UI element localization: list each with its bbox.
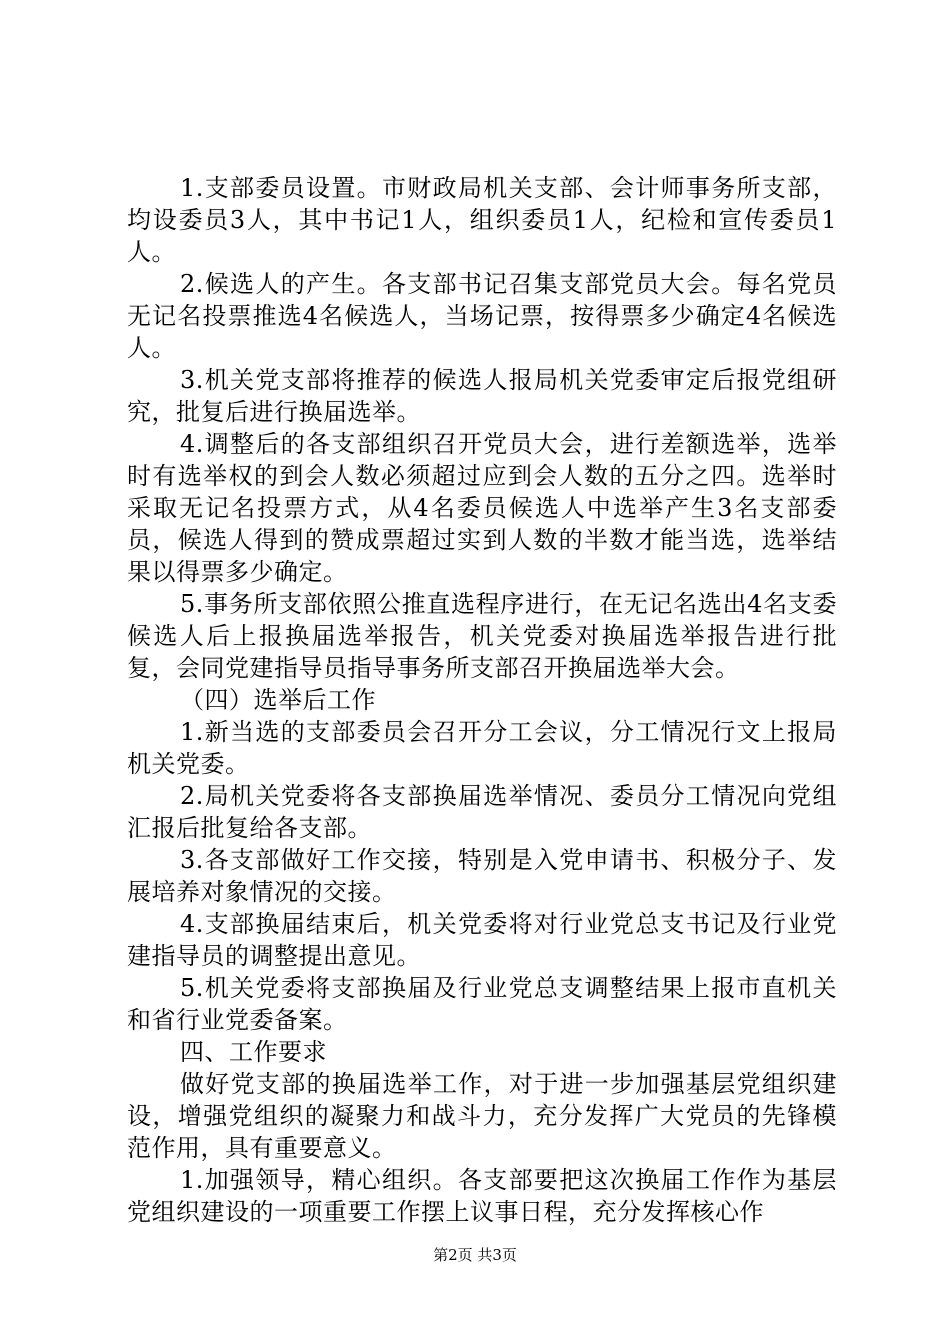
document-body — [127, 172, 837, 1228]
page-footer: 第2页 共3页 — [433, 1246, 517, 1264]
paragraph-strengthen-leadership: 1.加强领导，精心组织。各支部要把这次换届工作作为基层党组织建设的一项重要工作摆上议事日程，充分发挥核心作 — [127, 1166, 837, 1226]
paragraph-handover: 3.各支部做好工作交接，特别是入党申请书、积极分子、发展培养对象情况的交接。 — [127, 846, 837, 906]
paragraph-candidate-generation: 2.候选人的产生。各支部书记召集支部党员大会。每名党员无记名投票推选4名候选人，当场记票，按得票多少确定4名候选人。 — [127, 270, 837, 362]
section-heading-post-election: （四）选举后工作 — [180, 686, 376, 714]
paragraph-adjustment-opinions: 4.支部换届结束后，机关党委将对行业党总支书记及行业党建指导员的调整提出意见。 — [127, 910, 837, 970]
paragraph-candidate-review: 3.机关党支部将推荐的候选人报局机关党委审定后报党组研究，批复后进行换届选举。 — [127, 366, 837, 426]
paragraph-filing: 5.机关党委将支部换届及行业党总支调整结果上报市直机关和省行业党委备案。 — [127, 974, 837, 1034]
paragraph-firm-branch-election: 5.事务所支部依照公推直选程序进行，在无记名选出4名支委候选人后上报换届选举报告，机关党委对换届选举报告进行批复，会同党建指导员指导事务所支部召开换届选举大会。 — [127, 590, 837, 682]
section-heading-work-requirements: 四、工作要求 — [180, 1038, 327, 1066]
paragraph-committee-setup: 1.支部委员设置。市财政局机关支部、会计师事务所支部，均设委员3人，其中书记1人，组织委员1人，纪检和宣传委员1人。 — [127, 174, 837, 266]
paragraph-report-approval: 2.局机关党委将各支部换届选举情况、委员分工情况向党组汇报后批复给各支部。 — [127, 782, 837, 842]
paragraph-division-of-labor: 1.新当选的支部委员会召开分工会议，分工情况行文上报局机关党委。 — [127, 718, 837, 778]
paragraph-significance: 做好党支部的换届选举工作，对于进一步加强基层党组织建设，增强党组织的凝聚力和战斗力，充分发挥广大党员的先锋模范作用，具有重要意义。 — [127, 1070, 837, 1162]
paragraph-differential-election: 4.调整后的各支部组织召开党员大会，进行差额选举，选举时有选举权的到会人数必须超过应到会人数的五分之四。选举时采取无记名投票方式，从4名委员候选人中选举产生3名支部委员，候选人得到的赞成票超过实到人数的半数才能当选，选举结果以得票多少确定。 — [127, 430, 837, 586]
